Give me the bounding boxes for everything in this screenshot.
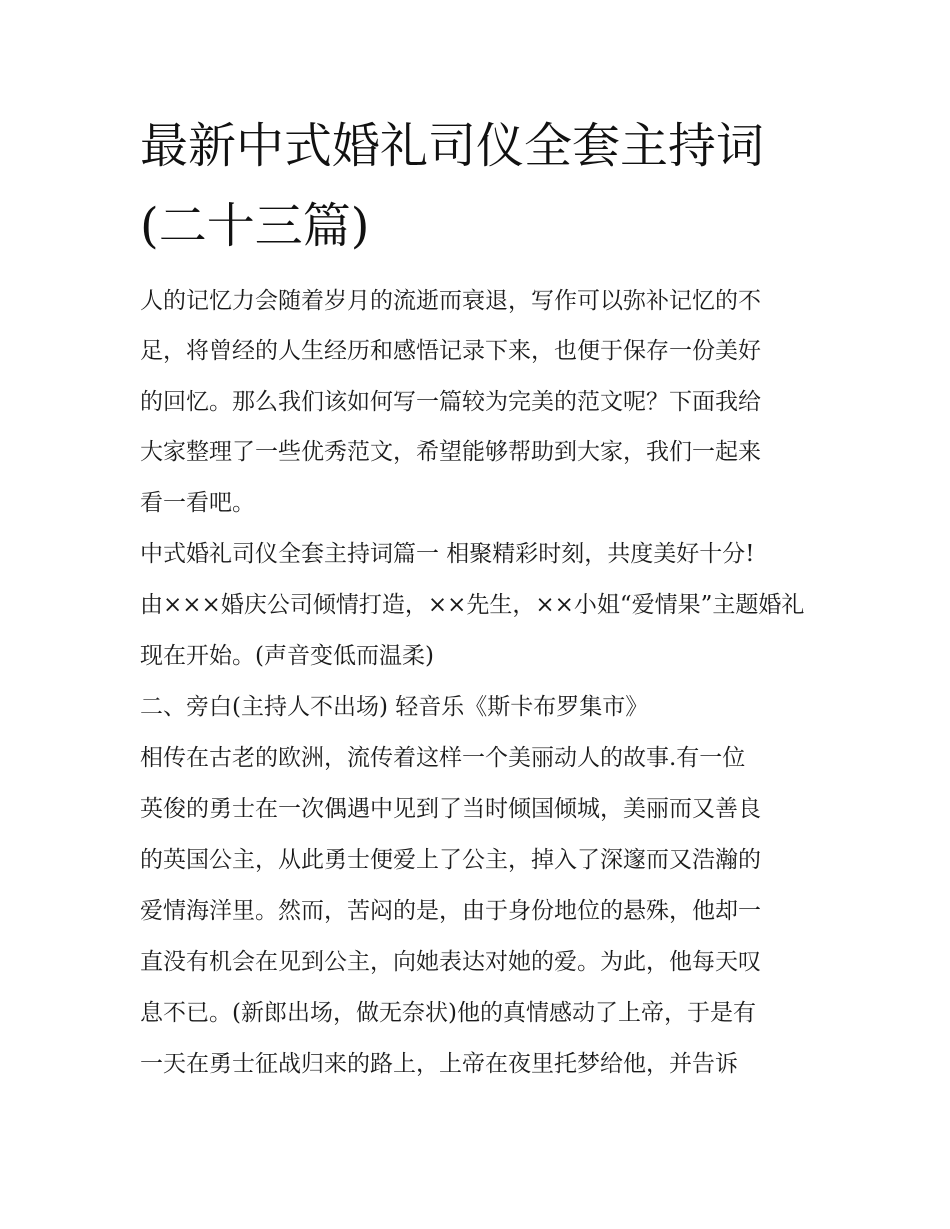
body-line-6: 中式婚礼司仪全套主持词篇一 相聚精彩时刻，共度美好十分! bbox=[140, 541, 755, 567]
body-line-4: 大家整理了一些优秀范文，希望能够帮助到大家，我们一起来 bbox=[140, 439, 761, 465]
body-line-2: 足，将曾经的人生经历和感悟记录下来，也便于保存一份美好 bbox=[140, 338, 761, 364]
body-line-8: 现在开始。(声音变低而温柔) bbox=[140, 643, 434, 669]
body-line-1: 人的记忆力会随着岁月的流逝而衰退，写作可以弥补记忆的不 bbox=[140, 288, 761, 314]
body-line-9: 二、旁白(主持人不出场) 轻音乐《斯卡布罗集市》 bbox=[140, 694, 649, 720]
document-title-line-1: 最新中式婚礼司仪全套主持词 bbox=[140, 118, 765, 174]
body-line-7: 由×××婚庆公司倾情打造，××先生，××小姐“爱情果”主题婚礼 bbox=[140, 592, 805, 618]
body-line-16: 一天在勇士征战归来的路上，上帝在夜里托梦给他，并告诉 bbox=[140, 1051, 738, 1077]
body-line-3: 的回忆。那么我们该如何写一篇较为完美的范文呢？下面我给 bbox=[140, 389, 761, 415]
body-line-14: 直没有机会在见到公主，向她表达对她的爱。为此，他每天叹 bbox=[140, 949, 761, 975]
body-line-12: 的英国公主，从此勇士便爱上了公主，掉入了深邃而又浩瀚的 bbox=[140, 847, 761, 873]
body-line-10: 相传在古老的欧洲，流传着这样一个美丽动人的故事.有一位 bbox=[140, 745, 746, 771]
body-line-15: 息不已。(新郎出场，做无奈状)他的真情感动了上帝，于是有 bbox=[140, 1000, 756, 1026]
document-title-line-2: (二十三篇) bbox=[140, 198, 370, 254]
body-line-11: 英俊的勇士在一次偶遇中见到了当时倾国倾城，美丽而又善良 bbox=[140, 796, 761, 822]
body-line-5: 看一看吧。 bbox=[140, 490, 255, 516]
body-line-13: 爱情海洋里。然而，苦闷的是，由于身份地位的悬殊，他却一 bbox=[140, 898, 761, 924]
